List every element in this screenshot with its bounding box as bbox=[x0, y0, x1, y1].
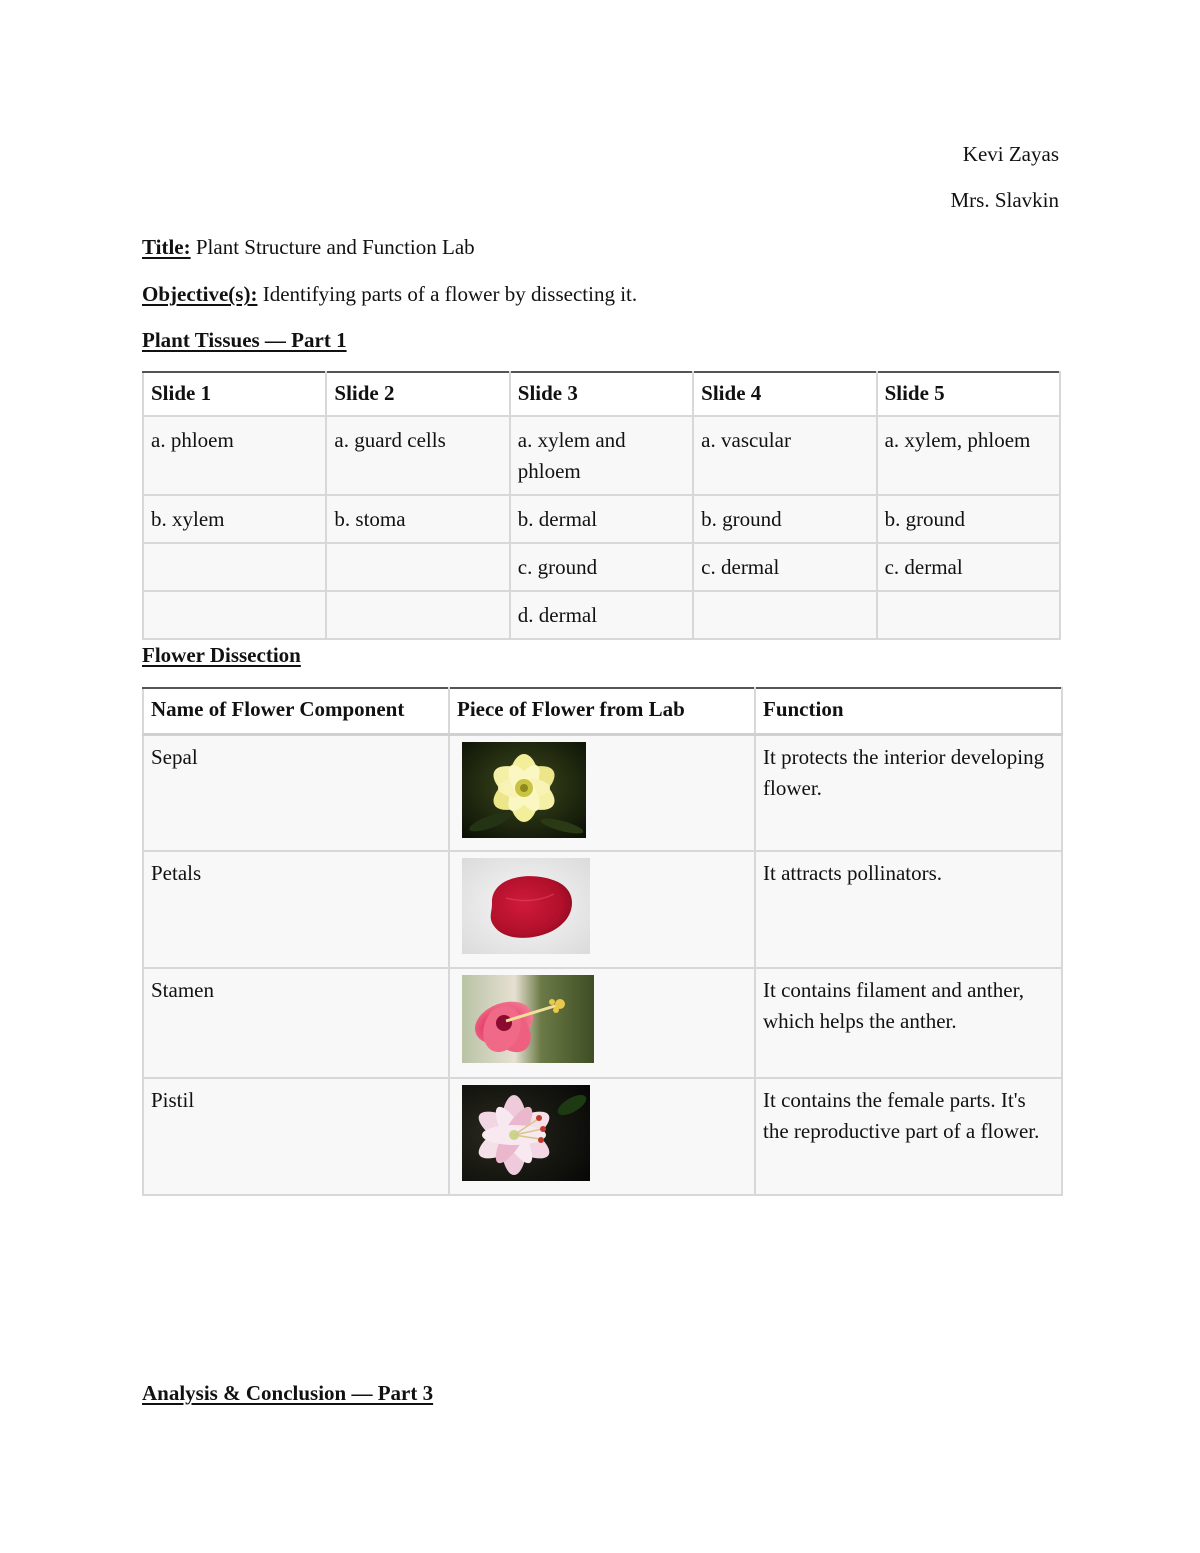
component-name: Stamen bbox=[143, 968, 449, 1078]
title-label: Title: bbox=[142, 235, 191, 259]
table-cell: b. dermal bbox=[510, 495, 693, 543]
objective-label: Objective(s): bbox=[142, 282, 258, 306]
component-name: Pistil bbox=[143, 1078, 449, 1195]
table-row bbox=[143, 1078, 1062, 1195]
table-row bbox=[143, 495, 1060, 543]
component-function: It contains filament and anther, which helps the anther. bbox=[755, 968, 1062, 1078]
table-row bbox=[143, 851, 1062, 968]
column-header: Slide 5 bbox=[877, 372, 1060, 416]
table-cell bbox=[143, 591, 326, 639]
component-name: Sepal bbox=[143, 735, 449, 852]
column-header: Slide 2 bbox=[326, 372, 509, 416]
table-row bbox=[143, 968, 1062, 1078]
objective-value: Identifying parts of a flower by dissecting it. bbox=[262, 282, 638, 306]
yellow-lily-photo bbox=[462, 742, 586, 838]
table-cell: c. dermal bbox=[877, 543, 1060, 591]
section-heading-flower-dissection: Flower Dissection bbox=[142, 643, 301, 667]
column-header: Slide 1 bbox=[143, 372, 326, 416]
table-cell: b. stoma bbox=[326, 495, 509, 543]
table-cell bbox=[326, 591, 509, 639]
title-line bbox=[142, 235, 475, 260]
table-cell: c. ground bbox=[510, 543, 693, 591]
table-cell: a. phloem bbox=[143, 416, 326, 495]
red-petal-photo bbox=[462, 858, 590, 954]
table-row bbox=[143, 543, 1060, 591]
table-cell: b. xylem bbox=[143, 495, 326, 543]
student-name: Kevi Zayas bbox=[962, 142, 1059, 166]
table-cell: a. xylem and phloem bbox=[510, 416, 693, 495]
objective-line bbox=[142, 282, 637, 307]
column-header: Name of Flower Component bbox=[143, 688, 449, 735]
table-cell bbox=[143, 543, 326, 591]
table-cell bbox=[326, 543, 509, 591]
flower-dissection-table bbox=[142, 687, 1063, 1196]
table-cell bbox=[877, 591, 1060, 639]
table-cell: d. dermal bbox=[510, 591, 693, 639]
column-header: Piece of Flower from Lab bbox=[449, 688, 755, 735]
table-cell: a. xylem, phloem bbox=[877, 416, 1060, 495]
teacher-name: Mrs. Slavkin bbox=[950, 188, 1059, 212]
component-function: It attracts pollinators. bbox=[755, 851, 1062, 968]
component-function: It protects the interior developing flower. bbox=[755, 735, 1062, 852]
table-cell: a. guard cells bbox=[326, 416, 509, 495]
table-row bbox=[143, 416, 1060, 495]
column-header: Function bbox=[755, 688, 1062, 735]
component-function: It contains the female parts. It's the reproductive part of a flower. bbox=[755, 1078, 1062, 1195]
component-name: Petals bbox=[143, 851, 449, 968]
section-heading-plant-tissues: Plant Tissues — Part 1 bbox=[142, 328, 347, 352]
pink-lily-photo bbox=[462, 1085, 590, 1181]
table-cell bbox=[693, 591, 876, 639]
table-cell: b. ground bbox=[693, 495, 876, 543]
column-header: Slide 4 bbox=[693, 372, 876, 416]
table-row bbox=[143, 591, 1060, 639]
column-header: Slide 3 bbox=[510, 372, 693, 416]
table-cell: c. dermal bbox=[693, 543, 876, 591]
table-row bbox=[143, 735, 1062, 852]
table-cell: b. ground bbox=[877, 495, 1060, 543]
plant-tissues-table bbox=[142, 371, 1061, 640]
title-value: Plant Structure and Function Lab bbox=[195, 235, 475, 259]
pink-hibiscus-photo bbox=[462, 975, 594, 1063]
section-heading-analysis: Analysis & Conclusion — Part 3 bbox=[142, 1381, 434, 1405]
table-cell: a. vascular bbox=[693, 416, 876, 495]
